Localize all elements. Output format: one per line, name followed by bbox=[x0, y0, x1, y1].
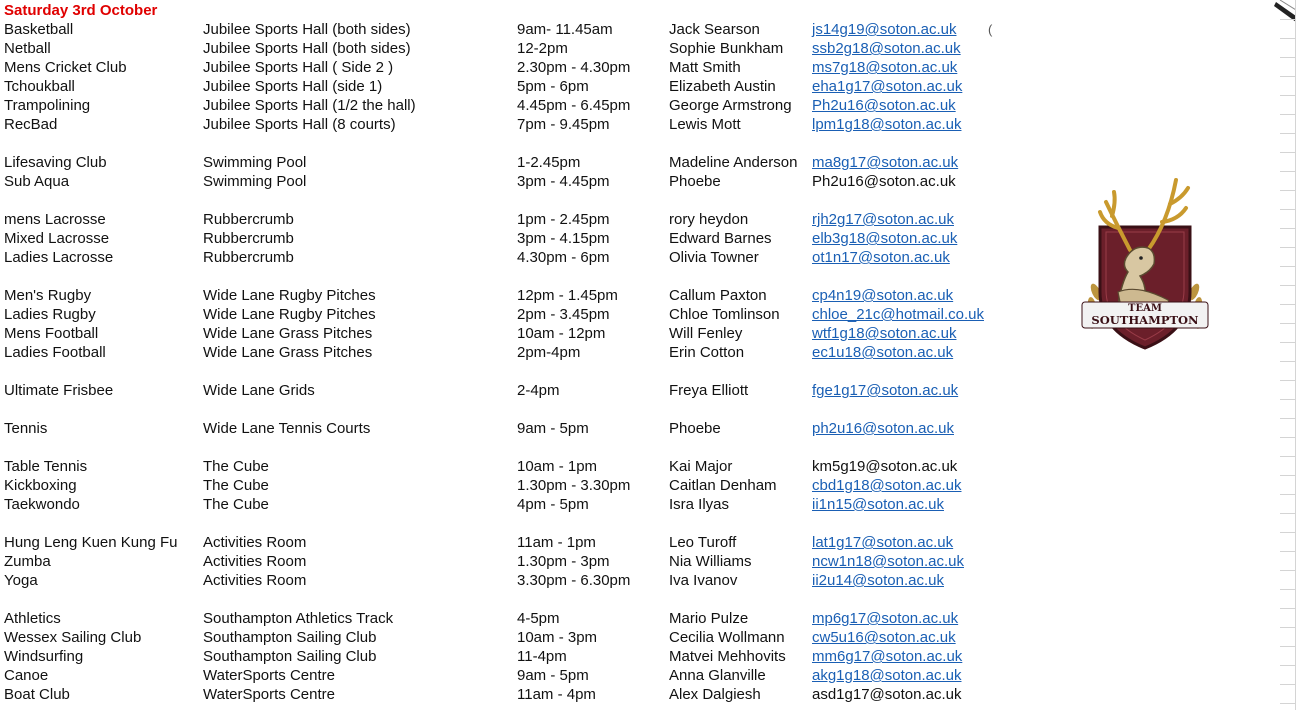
venue-cell: Wide Lane Grass Pitches bbox=[203, 325, 373, 342]
email-link[interactable]: mm6g17@soton.ac.uk bbox=[812, 648, 963, 665]
email-link[interactable]: lat1g17@soton.ac.uk bbox=[812, 534, 954, 551]
contact-name-cell: Edward Barnes bbox=[669, 230, 772, 247]
venue-cell: Jubilee Sports Hall (both sides) bbox=[203, 21, 411, 38]
table-row bbox=[0, 305, 1000, 324]
email-link[interactable]: cbd1g18@soton.ac.uk bbox=[812, 477, 962, 494]
stray-character: ( bbox=[988, 22, 993, 37]
table-row bbox=[0, 58, 1000, 77]
sport-cell: Ladies Rugby bbox=[4, 306, 96, 323]
time-cell: 4.45pm - 6.45pm bbox=[517, 97, 631, 114]
contact-name-cell: Matvei Mehhovits bbox=[669, 648, 786, 665]
time-cell: 10am - 12pm bbox=[517, 325, 606, 342]
email-link[interactable]: cw5u16@soton.ac.uk bbox=[812, 629, 956, 646]
contact-name-cell: Isra Ilyas bbox=[669, 496, 730, 513]
time-cell: 3pm - 4.15pm bbox=[517, 230, 610, 247]
table-row bbox=[0, 476, 1000, 495]
time-cell: 7pm - 9.45pm bbox=[517, 116, 610, 133]
blank-row bbox=[0, 590, 1000, 609]
table-row bbox=[0, 685, 1000, 704]
venue-cell: Swimming Pool bbox=[203, 173, 307, 190]
sport-cell: RecBad bbox=[4, 116, 58, 133]
venue-cell: The Cube bbox=[203, 458, 269, 475]
email-link[interactable]: akg1g18@soton.ac.uk bbox=[812, 667, 962, 684]
venue-cell: Southampton Sailing Club bbox=[203, 648, 377, 665]
table-row bbox=[0, 96, 1000, 115]
email-link[interactable]: mp6g17@soton.ac.uk bbox=[812, 610, 959, 627]
venue-cell: Wide Lane Rugby Pitches bbox=[203, 306, 376, 323]
contact-name-cell: Cecilia Wollmann bbox=[669, 629, 785, 646]
sheet-gridlines bbox=[1280, 0, 1296, 710]
stag-crest-icon bbox=[1078, 172, 1212, 354]
venue-cell: Activities Room bbox=[203, 572, 307, 589]
time-cell: 11am - 1pm bbox=[517, 534, 596, 551]
sport-cell: Windsurfing bbox=[4, 648, 84, 665]
contact-name-cell: Kai Major bbox=[669, 458, 733, 475]
contact-name-cell: Leo Turoff bbox=[669, 534, 737, 551]
contact-name-cell: Mario Pulze bbox=[669, 610, 749, 627]
time-cell: 12-2pm bbox=[517, 40, 568, 57]
blank-row bbox=[0, 134, 1000, 153]
email-link[interactable]: ph2u16@soton.ac.uk bbox=[812, 420, 954, 437]
time-cell: 4-5pm bbox=[517, 610, 560, 627]
email-link[interactable]: wtf1g18@soton.ac.uk bbox=[812, 325, 957, 342]
sport-cell: Athletics bbox=[4, 610, 61, 627]
venue-cell: Activities Room bbox=[203, 534, 307, 551]
contact-name-cell: Anna Glanville bbox=[669, 667, 766, 684]
sport-cell: Trampolining bbox=[4, 97, 91, 114]
email-link[interactable]: ma8g17@soton.ac.uk bbox=[812, 154, 959, 171]
blank-row bbox=[0, 267, 1000, 286]
email-link[interactable]: js14g19@soton.ac.uk bbox=[812, 21, 957, 38]
team-southampton-logo bbox=[1078, 172, 1212, 354]
table-row bbox=[0, 666, 1000, 685]
time-cell: 2-4pm bbox=[517, 382, 560, 399]
blank-row bbox=[0, 362, 1000, 381]
time-cell: 1.30pm - 3pm bbox=[517, 553, 610, 570]
contact-name-cell: Freya Elliott bbox=[669, 382, 749, 399]
blank-row bbox=[0, 400, 1000, 419]
table-row bbox=[0, 533, 1000, 552]
email-link[interactable]: cp4n19@soton.ac.uk bbox=[812, 287, 954, 304]
time-cell: 2.30pm - 4.30pm bbox=[517, 59, 631, 76]
table-row bbox=[0, 210, 1000, 229]
time-cell: 12pm - 1.45pm bbox=[517, 287, 618, 304]
sport-cell: Canoe bbox=[4, 667, 49, 684]
time-cell: 11-4pm bbox=[517, 648, 567, 665]
sport-cell: Tennis bbox=[4, 420, 48, 437]
sport-cell: Basketball bbox=[4, 21, 74, 38]
email-link[interactable]: ec1u18@soton.ac.uk bbox=[812, 344, 954, 361]
table-row bbox=[0, 77, 1000, 96]
table-row bbox=[0, 647, 1000, 666]
blank-row bbox=[0, 438, 1000, 457]
logo-text-line1: TEAM bbox=[1128, 303, 1162, 314]
contact-name-cell: George Armstrong bbox=[669, 97, 792, 114]
email-link[interactable]: ii2u14@soton.ac.uk bbox=[812, 572, 944, 589]
contact-name-cell: Phoebe bbox=[669, 173, 721, 190]
time-cell: 10am - 3pm bbox=[517, 629, 598, 646]
time-cell: 4pm - 5pm bbox=[517, 496, 589, 513]
contact-name-cell: Nia Williams bbox=[669, 553, 752, 570]
table-row bbox=[0, 609, 1000, 628]
sport-cell: Ladies Lacrosse bbox=[4, 249, 114, 266]
venue-cell: Jubilee Sports Hall ( Side 2 ) bbox=[203, 59, 394, 76]
table-row bbox=[0, 381, 1000, 400]
blank-row bbox=[0, 514, 1000, 533]
venue-cell: Southampton Athletics Track bbox=[203, 610, 394, 627]
table-row bbox=[0, 172, 1000, 191]
page-title: Saturday 3rd October bbox=[4, 2, 158, 19]
venue-cell: Wide Lane Grids bbox=[203, 382, 315, 399]
table-row bbox=[0, 286, 1000, 305]
sport-cell: mens Lacrosse bbox=[4, 211, 106, 228]
venue-cell: Wide Lane Grass Pitches bbox=[203, 344, 373, 361]
email-link[interactable]: lpm1g18@soton.ac.uk bbox=[812, 116, 962, 133]
table-row bbox=[0, 571, 1000, 590]
sport-cell: Netball bbox=[4, 40, 51, 57]
contact-name-cell: Olivia Towner bbox=[669, 249, 759, 266]
sport-cell: Wessex Sailing Club bbox=[4, 629, 142, 646]
sport-cell: Sub Aqua bbox=[4, 173, 70, 190]
sport-cell: Ultimate Frisbee bbox=[4, 382, 114, 399]
sport-cell: Mens Football bbox=[4, 325, 99, 342]
email-link[interactable]: ii1n15@soton.ac.uk bbox=[812, 496, 944, 513]
contact-name-cell: Jack Searson bbox=[669, 21, 760, 38]
time-cell: 5pm - 6pm bbox=[517, 78, 589, 95]
sport-cell: Tchoukball bbox=[4, 78, 75, 95]
sport-cell: Hung Leng Kuen Kung Fu bbox=[4, 534, 178, 551]
contact-name-cell: rory heydon bbox=[669, 211, 749, 228]
contact-name-cell: Erin Cotton bbox=[669, 344, 745, 361]
table-row bbox=[0, 248, 1000, 267]
venue-cell: The Cube bbox=[203, 496, 269, 513]
email-link[interactable]: chloe_21c@hotmail.co.uk bbox=[812, 306, 984, 323]
email-link[interactable]: ms7g18@soton.ac.uk bbox=[812, 59, 958, 76]
table-row bbox=[0, 495, 1000, 514]
contact-name-cell: Madeline Anderson bbox=[669, 154, 798, 171]
time-cell: 10am - 1pm bbox=[517, 458, 598, 475]
contact-name-cell: Elizabeth Austin bbox=[669, 78, 776, 95]
email-link[interactable]: fge1g17@soton.ac.uk bbox=[812, 382, 959, 399]
venue-cell: WaterSports Centre bbox=[203, 686, 335, 703]
time-cell: 1-2.45pm bbox=[517, 154, 581, 171]
email-link[interactable]: rjh2g17@soton.ac.uk bbox=[812, 211, 954, 228]
table-row bbox=[0, 343, 1000, 362]
sport-cell: Zumba bbox=[4, 553, 51, 570]
email-link[interactable]: elb3g18@soton.ac.uk bbox=[812, 230, 958, 247]
contact-name-cell: Caitlan Denham bbox=[669, 477, 777, 494]
contact-name-cell: Alex Dalgiesh bbox=[669, 686, 761, 703]
table-row bbox=[0, 115, 1000, 134]
contact-email-cell: km5g19@soton.ac.uk bbox=[812, 458, 958, 475]
table-row bbox=[0, 457, 1000, 476]
venue-cell: Rubbercrumb bbox=[203, 211, 294, 228]
table-row bbox=[0, 628, 1000, 647]
contact-name-cell: Matt Smith bbox=[669, 59, 741, 76]
sport-cell: Taekwondo bbox=[4, 496, 80, 513]
table-row bbox=[0, 153, 1000, 172]
sport-cell: Boat Club bbox=[4, 686, 70, 703]
venue-cell: WaterSports Centre bbox=[203, 667, 335, 684]
sport-cell: Ladies Football bbox=[4, 344, 106, 361]
email-link[interactable]: eha1g17@soton.ac.uk bbox=[812, 78, 963, 95]
contact-name-cell: Lewis Mott bbox=[669, 116, 741, 133]
contact-name-cell: Sophie Bunkham bbox=[669, 40, 784, 57]
table-row bbox=[0, 229, 1000, 248]
sport-cell: Lifesaving Club bbox=[4, 154, 107, 171]
email-link[interactable]: ncw1n18@soton.ac.uk bbox=[812, 553, 964, 570]
table-row bbox=[0, 552, 1000, 571]
sport-cell: Men's Rugby bbox=[4, 287, 92, 304]
blank-row bbox=[0, 191, 1000, 210]
contact-name-cell: Iva Ivanov bbox=[669, 572, 738, 589]
table-row bbox=[0, 419, 1000, 438]
table-row bbox=[0, 20, 1000, 39]
venue-cell: Jubilee Sports Hall (both sides) bbox=[203, 40, 411, 57]
table-row bbox=[0, 39, 1000, 58]
venue-cell: Swimming Pool bbox=[203, 154, 307, 171]
venue-cell: Southampton Sailing Club bbox=[203, 629, 377, 646]
venue-cell: Jubilee Sports Hall (side 1) bbox=[203, 78, 383, 95]
sport-cell: Kickboxing bbox=[4, 477, 77, 494]
venue-cell: Jubilee Sports Hall (8 courts) bbox=[203, 116, 396, 133]
logo-text-line2: SOUTHAMPTON bbox=[1091, 313, 1199, 327]
time-cell: 9am- 11.45am bbox=[517, 21, 613, 38]
venue-cell: Rubbercrumb bbox=[203, 249, 294, 266]
email-link[interactable]: Ph2u16@soton.ac.uk bbox=[812, 97, 956, 114]
contact-name-cell: Will Fenley bbox=[669, 325, 743, 342]
contact-name-cell: Chloe Tomlinson bbox=[669, 306, 780, 323]
sport-cell: Mens Cricket Club bbox=[4, 59, 127, 76]
time-cell: 2pm-4pm bbox=[517, 344, 581, 361]
time-cell: 9am - 5pm bbox=[517, 667, 589, 684]
contact-email-cell: asd1g17@soton.ac.uk bbox=[812, 686, 962, 703]
venue-cell: Jubilee Sports Hall (1/2 the hall) bbox=[203, 97, 416, 114]
sport-cell: Yoga bbox=[4, 572, 38, 589]
time-cell: 3.30pm - 6.30pm bbox=[517, 572, 631, 589]
venue-cell: Rubbercrumb bbox=[203, 230, 294, 247]
time-cell: 11am - 4pm bbox=[517, 686, 596, 703]
table-row bbox=[0, 324, 1000, 343]
email-link[interactable]: ssb2g18@soton.ac.uk bbox=[812, 40, 961, 57]
time-cell: 2pm - 3.45pm bbox=[517, 306, 610, 323]
email-link[interactable]: ot1n17@soton.ac.uk bbox=[812, 249, 950, 266]
contact-name-cell: Callum Paxton bbox=[669, 287, 767, 304]
time-cell: 4.30pm - 6pm bbox=[517, 249, 610, 266]
time-cell: 1.30pm - 3.30pm bbox=[517, 477, 631, 494]
venue-cell: Wide Lane Tennis Courts bbox=[203, 420, 371, 437]
time-cell: 9am - 5pm bbox=[517, 420, 589, 437]
sport-cell: Table Tennis bbox=[4, 458, 88, 475]
time-cell: 3pm - 4.45pm bbox=[517, 173, 610, 190]
sport-cell: Mixed Lacrosse bbox=[4, 230, 110, 247]
contact-name-cell: Phoebe bbox=[669, 420, 721, 437]
time-cell: 1pm - 2.45pm bbox=[517, 211, 610, 228]
contact-email-cell: Ph2u16@soton.ac.uk bbox=[812, 173, 956, 190]
venue-cell: Wide Lane Rugby Pitches bbox=[203, 287, 376, 304]
venue-cell: The Cube bbox=[203, 477, 269, 494]
venue-cell: Activities Room bbox=[203, 553, 307, 570]
